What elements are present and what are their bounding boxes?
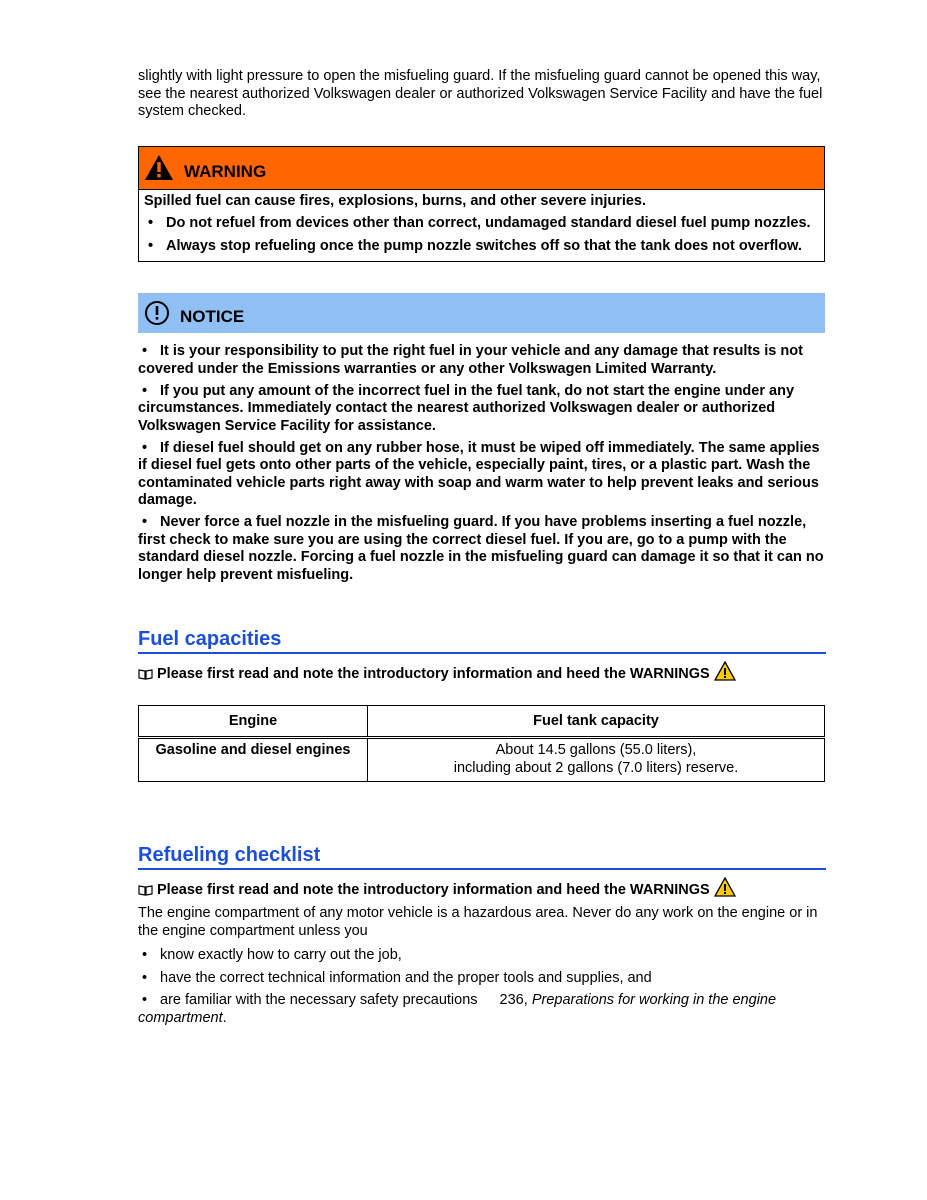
checklist-list xyxy=(138,947,825,1027)
table-row xyxy=(139,738,825,782)
warning-header xyxy=(139,147,824,190)
refueling-checklist-section xyxy=(138,844,825,1027)
page xyxy=(138,68,825,1032)
warning-body xyxy=(139,190,824,262)
list-item: • are familiar with the necessary safety precautions 236, Preparations for working in the engine compartment. xyxy=(138,992,777,1026)
read-note: Please first read and note the introductory information and heed the WARNINGS xyxy=(138,666,825,682)
warning-item: • Always stop refueling once the pump nozzle switches off so that the tank does not overflow. xyxy=(144,238,819,256)
bullet-icon: • xyxy=(142,514,148,530)
bullet-icon: • xyxy=(142,439,148,456)
capacity-cell: About 14.5 gallons (55.0 liters), including about 2 gallons (7.0 liters) reserve. xyxy=(368,738,825,782)
warning-item: • Do not refuel from devices other than correct, undamaged standard diesel fuel pump nozzles. xyxy=(144,215,819,233)
notice-exclamation-icon xyxy=(144,300,170,326)
notice-item: • Never force a fuel nozzle in the misfueling guard. If you have problems inserting a fuel nozzle, first check to make sure you are using the correct diesel fuel. If you are, go to a pump with the standard diesel nozzle. Forcing a fuel nozzle in the misfueling guard can damage it so that it can no longer help prevent misfueling. xyxy=(138,514,824,583)
column-header-engine: Engine xyxy=(139,706,368,738)
bullet-icon: • xyxy=(142,947,148,963)
fuel-capacities-heading: Fuel capacities xyxy=(138,628,826,654)
reference-title-link[interactable]: Preparations for working in the engine compartment xyxy=(138,992,777,1026)
list-item: • have the correct technical information and the proper tools and supplies, and xyxy=(138,970,825,988)
notice-item: • If you put any amount of the incorrect fuel in the fuel tank, do not start the engine under any circumstances. Immediately contact the nearest authorized Volkswagen dealer or authorized Volkswagen Service Facility for assistance. xyxy=(138,382,795,434)
bullet-icon: • xyxy=(148,215,154,231)
warning-lead: Spilled fuel can cause fires, explosions, burns, and other severe injuries. xyxy=(144,192,647,209)
warning-reference-icon[interactable] xyxy=(714,877,736,897)
list-item: • know exactly how to carry out the job, xyxy=(138,947,825,965)
intro-paragraph: slightly with light pressure to open the misfueling guard. If the misfueling guard cannot be opened this way, see the nearest authorized Volkswagen dealer or authorized Volkswagen Service Facility and have the fuel system checked. xyxy=(138,68,823,119)
notice-title: NOTICE xyxy=(180,307,245,326)
bullet-icon: • xyxy=(142,992,148,1008)
read-note: Please first read and note the introductory information and heed the WARNINGS xyxy=(138,882,825,898)
column-header-capacity: Fuel tank capacity xyxy=(368,706,825,738)
bullet-icon: • xyxy=(142,343,148,359)
refueling-checklist-heading: Refueling checklist xyxy=(138,844,826,870)
bullet-icon: • xyxy=(142,969,148,986)
warning-triangle-icon xyxy=(144,154,174,181)
book-icon xyxy=(138,668,153,680)
checklist-intro: The engine compartment of any motor vehicle is a hazardous area. Never do any work on the engine or in the engine compartment unless you xyxy=(138,905,818,939)
warning-title: WARNING xyxy=(184,162,267,181)
table-header-row xyxy=(139,706,825,738)
notice-item: • If diesel fuel should get on any rubber hose, it must be wiped off immediately. The same applies if diesel fuel gets onto other parts of the vehicle, especially paint, tires, or a plastic part. Wash the contaminated vehicle parts right away with soap and warm water to help prevent leaks and serious damage. xyxy=(138,439,820,508)
warning-reference-icon[interactable] xyxy=(714,661,736,681)
notice-item: • It is your responsibility to put the right fuel in your vehicle and any damage that results is not covered under the Emissions warranties or any other Volkswagen Limited Warranty. xyxy=(138,343,803,377)
fuel-capacities-section xyxy=(138,628,825,782)
fuel-capacity-table xyxy=(138,705,825,782)
notice-header xyxy=(138,293,825,333)
notice-list xyxy=(138,343,825,584)
page-reference-link[interactable]: 236, xyxy=(499,992,528,1008)
warning-box xyxy=(138,146,825,263)
engine-cell: Gasoline and diesel engines xyxy=(139,738,368,782)
bullet-icon: • xyxy=(148,237,154,254)
bullet-icon: • xyxy=(142,382,148,399)
book-icon xyxy=(138,884,153,896)
